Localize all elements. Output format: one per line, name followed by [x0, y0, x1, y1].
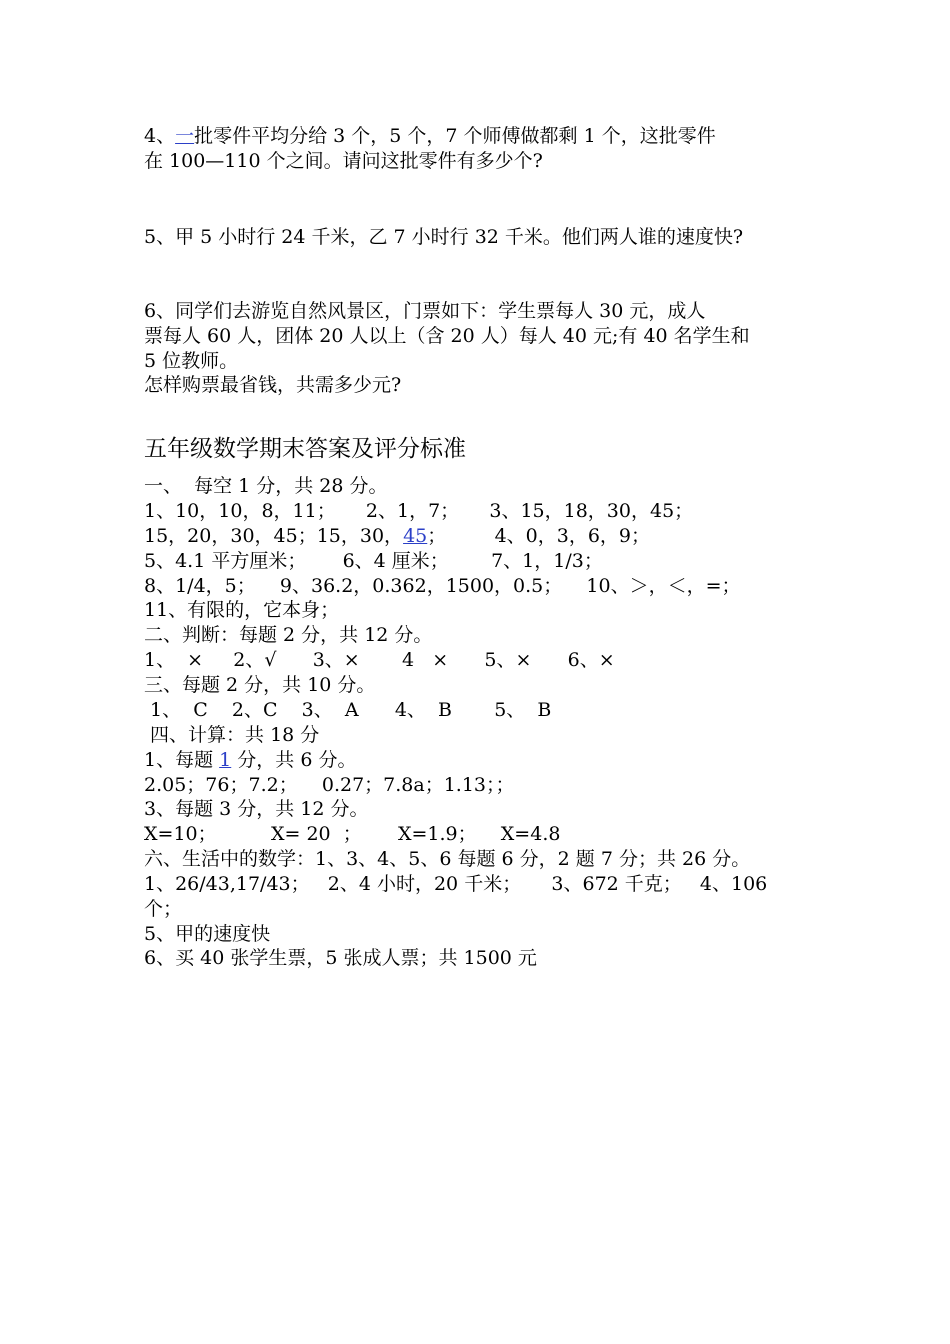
section-3-header: 三、每题 2 分，共 10 分。	[144, 674, 376, 696]
section-6-line-1: 1、26/43,17/43； 2、4 小时，20 千米； 3、672 千克； 4、106	[144, 873, 768, 895]
question-4-line-1	[144, 124, 716, 149]
question-6-line-3: 5 位教师。	[144, 350, 239, 372]
question-6-line-2: 票每人 60 人，团体 20 人以上（含 20 人）每人 40 元;有 40 名学生和	[144, 325, 750, 347]
section-6-line-2: 个；	[144, 898, 183, 920]
section-1-line-1: 1、10，10，8，11； 2、1，7； 3、15，18，30，45；	[144, 500, 694, 522]
section-1-line-2	[144, 524, 650, 549]
section-3-line-1: 1、 C 2、C 3、 A 4、 B 5、 B	[144, 699, 552, 721]
question-4-line-2: 在 100—110 个之间。请问这批零件有多少个?	[144, 150, 543, 172]
section-2-header: 二、判断：每题 2 分，共 12 分。	[144, 624, 433, 646]
question-5: 5、甲 5 小时行 24 千米，乙 7 小时行 32 千米。他们两人谁的速度快?	[144, 226, 744, 248]
section-1-line-3: 5、4.1 平方厘米； 6、4 厘米； 7、1，1/3；	[144, 550, 603, 572]
section-6-line-3: 5、甲的速度快	[144, 923, 271, 945]
section-2-line-1: 1、 × 2、√ 3、× 4 × 5、× 6、×	[144, 649, 615, 671]
section-1-line-2-pre: 15，20，30，45；15，30，	[144, 525, 404, 547]
question-6-line-4: 怎样购票最省钱，共需多少元?	[144, 374, 402, 396]
question-4-prefix: 4、	[144, 125, 176, 147]
section-4-line-2: X=10； X= 20 ； X=1.9； X=4.8	[144, 823, 561, 845]
section-4-header: 四、计算：共 18 分	[144, 724, 320, 746]
section-6-line-4: 6、买 40 张学生票，5 张成人票；共 1500 元	[144, 947, 537, 969]
section-4-sub-3: 3、每题 3 分，共 12 分。	[144, 798, 369, 820]
section-1-line-5: 11、有限的，它本身；	[144, 599, 340, 621]
section-4-sub-1	[144, 748, 356, 773]
section-1-header: 一、 每空 1 分，共 28 分。	[144, 475, 388, 497]
question-4-link[interactable]: 一	[175, 125, 195, 147]
question-6-line-1: 6、同学们去游览自然风景区，门票如下：学生票每人 30 元，成人	[144, 300, 706, 322]
section-4-link-1[interactable]: 1	[219, 749, 232, 771]
section-4-line-1: 2.05；76；7.2； 0.27；7.8a；1.13；；	[144, 774, 515, 796]
section-4-sub-1-pre: 1、每题	[144, 749, 220, 771]
question-4-text: 批零件平均分给 3 个，5 个，7 个师傅做都剩 1 个，这批零件	[194, 125, 716, 147]
section-4-sub-1-post: 分，共 6 分。	[231, 749, 357, 771]
section-1-line-2-post: ； 4、0，3，6，9；	[427, 525, 651, 547]
section-1-line-4: 8、1/4，5； 9、36.2，0.362，1500，0.5； 10、＞，＜，=；	[144, 575, 741, 597]
answers-title: 五年级数学期末答案及评分标准	[144, 436, 466, 462]
section-1-link-45[interactable]: 45	[403, 525, 428, 547]
section-6-header: 六、生活中的数学：1、3、4、5、6 每题 6 分，2 题 7 分；共 26 分。	[144, 848, 751, 870]
